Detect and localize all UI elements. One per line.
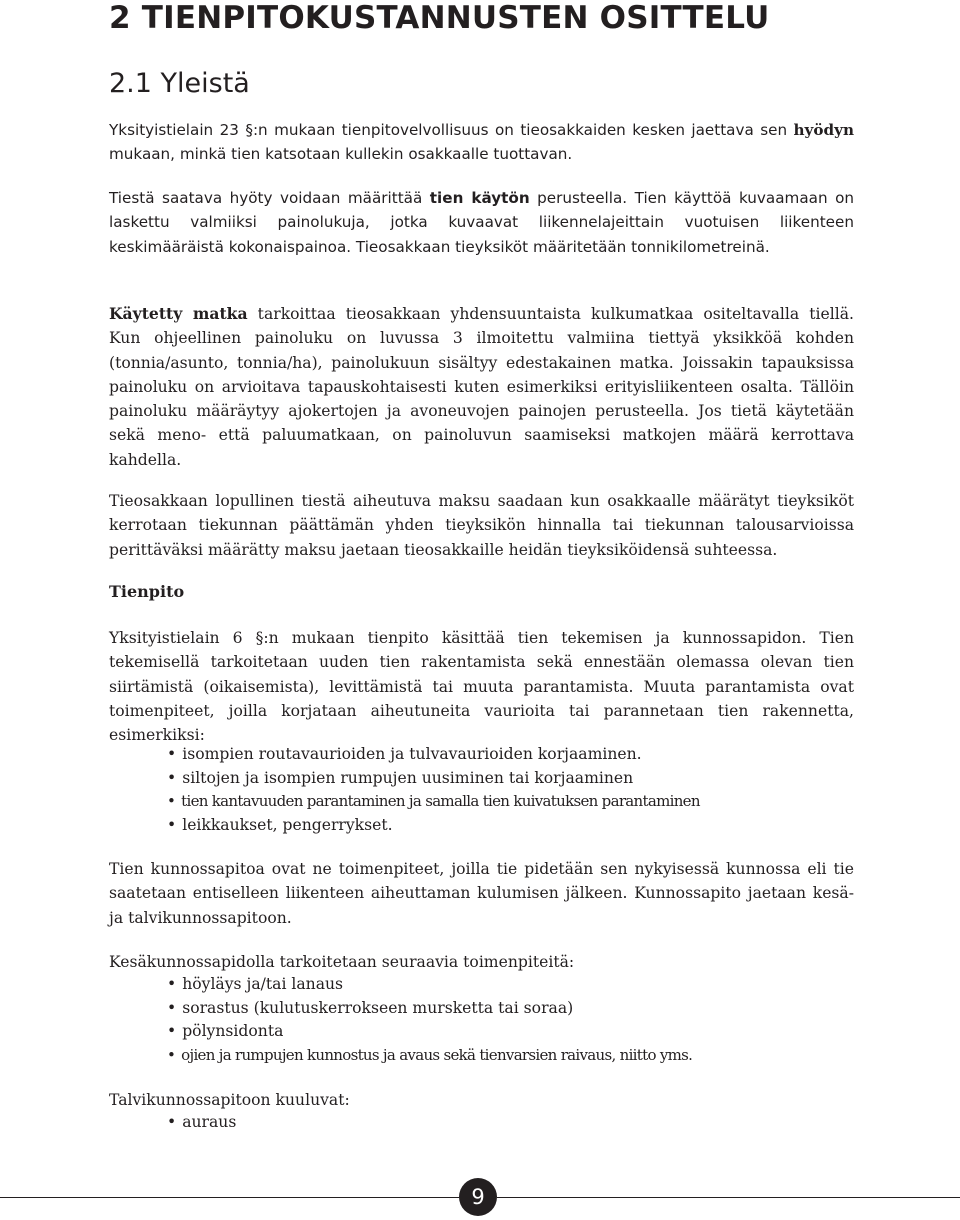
paragraph-5: Yksityistielain 6 §:n mukaan tienpito käsittää tien tekemisen ja kunnossapidon. Tien tekemisellä tarkoitetaan uuden tien rakentamista sekä ennestään olemassa olevan tien siirtämistä (oikaisemista), levittämistä tai muuta parantamista. Muuta parantamista ovat toimenpiteet, joilla korjataan aiheutuneita vaurioita tai parannetaan tien rakennetta, esimerkiksi: [109, 629, 854, 745]
footer-rule-right [497, 1197, 960, 1198]
list-kesakunnossapito [167, 973, 692, 1067]
footer-rule-left [0, 1197, 459, 1198]
list-item: • isompien routavaurioiden ja tulvavaurioiden korjaaminen. [167, 743, 700, 767]
paragraph-7: Kesäkunnossapidolla tarkoitetaan seuraavia toimenpiteitä: [109, 953, 575, 971]
list-item: • siltojen ja isompien rumpujen uusiminen tai korjaaminen [167, 767, 700, 791]
paragraph-2: Tiestä saatava hyöty voidaan määrittää tien käytön perusteella. Tien käyttöä kuvaamaan on laskettu valmiiksi painolukuja, jotka kuvaavat liikennelajeittain vuotuisen liikenteen keskimääräistä kokonaispainoa. Tieosakkaan tieyksiköt määritetään tonnikilometreinä. [109, 189, 854, 256]
list-item: • leikkaukset, pengerrykset. [167, 814, 700, 838]
paragraph-1: Yksityistielain 23 §:n mukaan tienpitovelvollisuus on tieosakkaiden kesken jaettava sen hyödyn mukaan, minkä tien katsotaan kullekin osakkaalle tuottavan. [109, 121, 854, 164]
tienpito-heading: Tienpito [109, 582, 185, 601]
list-item: • auraus [167, 1111, 236, 1135]
list-item: • höyläys ja/tai lanaus [167, 973, 692, 997]
section-heading: 2.1 Yleistä [109, 68, 250, 99]
page-number: 9 [459, 1178, 497, 1216]
paragraph-3: Käytetty matka tarkoittaa tieosakkaan yhdensuuntaista kulkumatkaa ositeltavalla tiellä. Kun ohjeellinen painoluku on luvussa 3 ilmoitettu valmiina tiettyä yksikköä kohden (tonnia/asunto, tonnia/ha), painolukuun sisältyy edestakainen matka. Joissakin tapauksissa painoluku on arvioitava tapauskohtaisesti kuten esimerkiksi erityisliikenteen osalta. Tällöin painoluku määräytyy ajokertojen ja avoneuvojen painojen perusteella. Jos tietä käytetään sekä meno- että paluumatkaan, on painoluvun saamiseksi matkojen määrä kerrottava kahdella. [109, 304, 855, 469]
list-talvikunnossapito [167, 1111, 236, 1135]
chapter-heading: 2 TIENPITOKUSTANNUSTEN OSITTELU [109, 0, 770, 36]
list-item: • pölynsidonta [167, 1020, 692, 1044]
list-parantaminen [167, 743, 700, 837]
list-item: • sorastus (kulutuskerrokseen mursketta tai soraa) [167, 997, 692, 1021]
list-item: • tien kantavuuden parantaminen ja samalla tien kuivatuksen parantaminen [167, 790, 700, 814]
paragraph-4: Tieosakkaan lopullinen tiestä aiheutuva maksu saadaan kun osakkaalle määrätyt tieyksiköt kerrotaan tiekunnan päättämän yhden tieyksikön hinnalla tai tiekunnan talousarvioissa perittäväksi määrätty maksu jaetaan tieosakkaille heidän tieyksiköidensä suhteessa. [109, 492, 854, 559]
paragraph-6: Tien kunnossapitoa ovat ne toimenpiteet, joilla tie pidetään sen nykyisessä kunnossa eli tie saatetaan entiselleen liikenteen aiheuttaman kulumisen jälkeen. Kunnossapito jaetaan kesä- ja talvikunnossapitoon. [109, 860, 854, 927]
paragraph-8: Talvikunnossapitoon kuuluvat: [109, 1091, 350, 1109]
list-item: • ojien ja rumpujen kunnostus ja avaus sekä tienvarsien raivaus, niitto yms. [167, 1044, 692, 1068]
